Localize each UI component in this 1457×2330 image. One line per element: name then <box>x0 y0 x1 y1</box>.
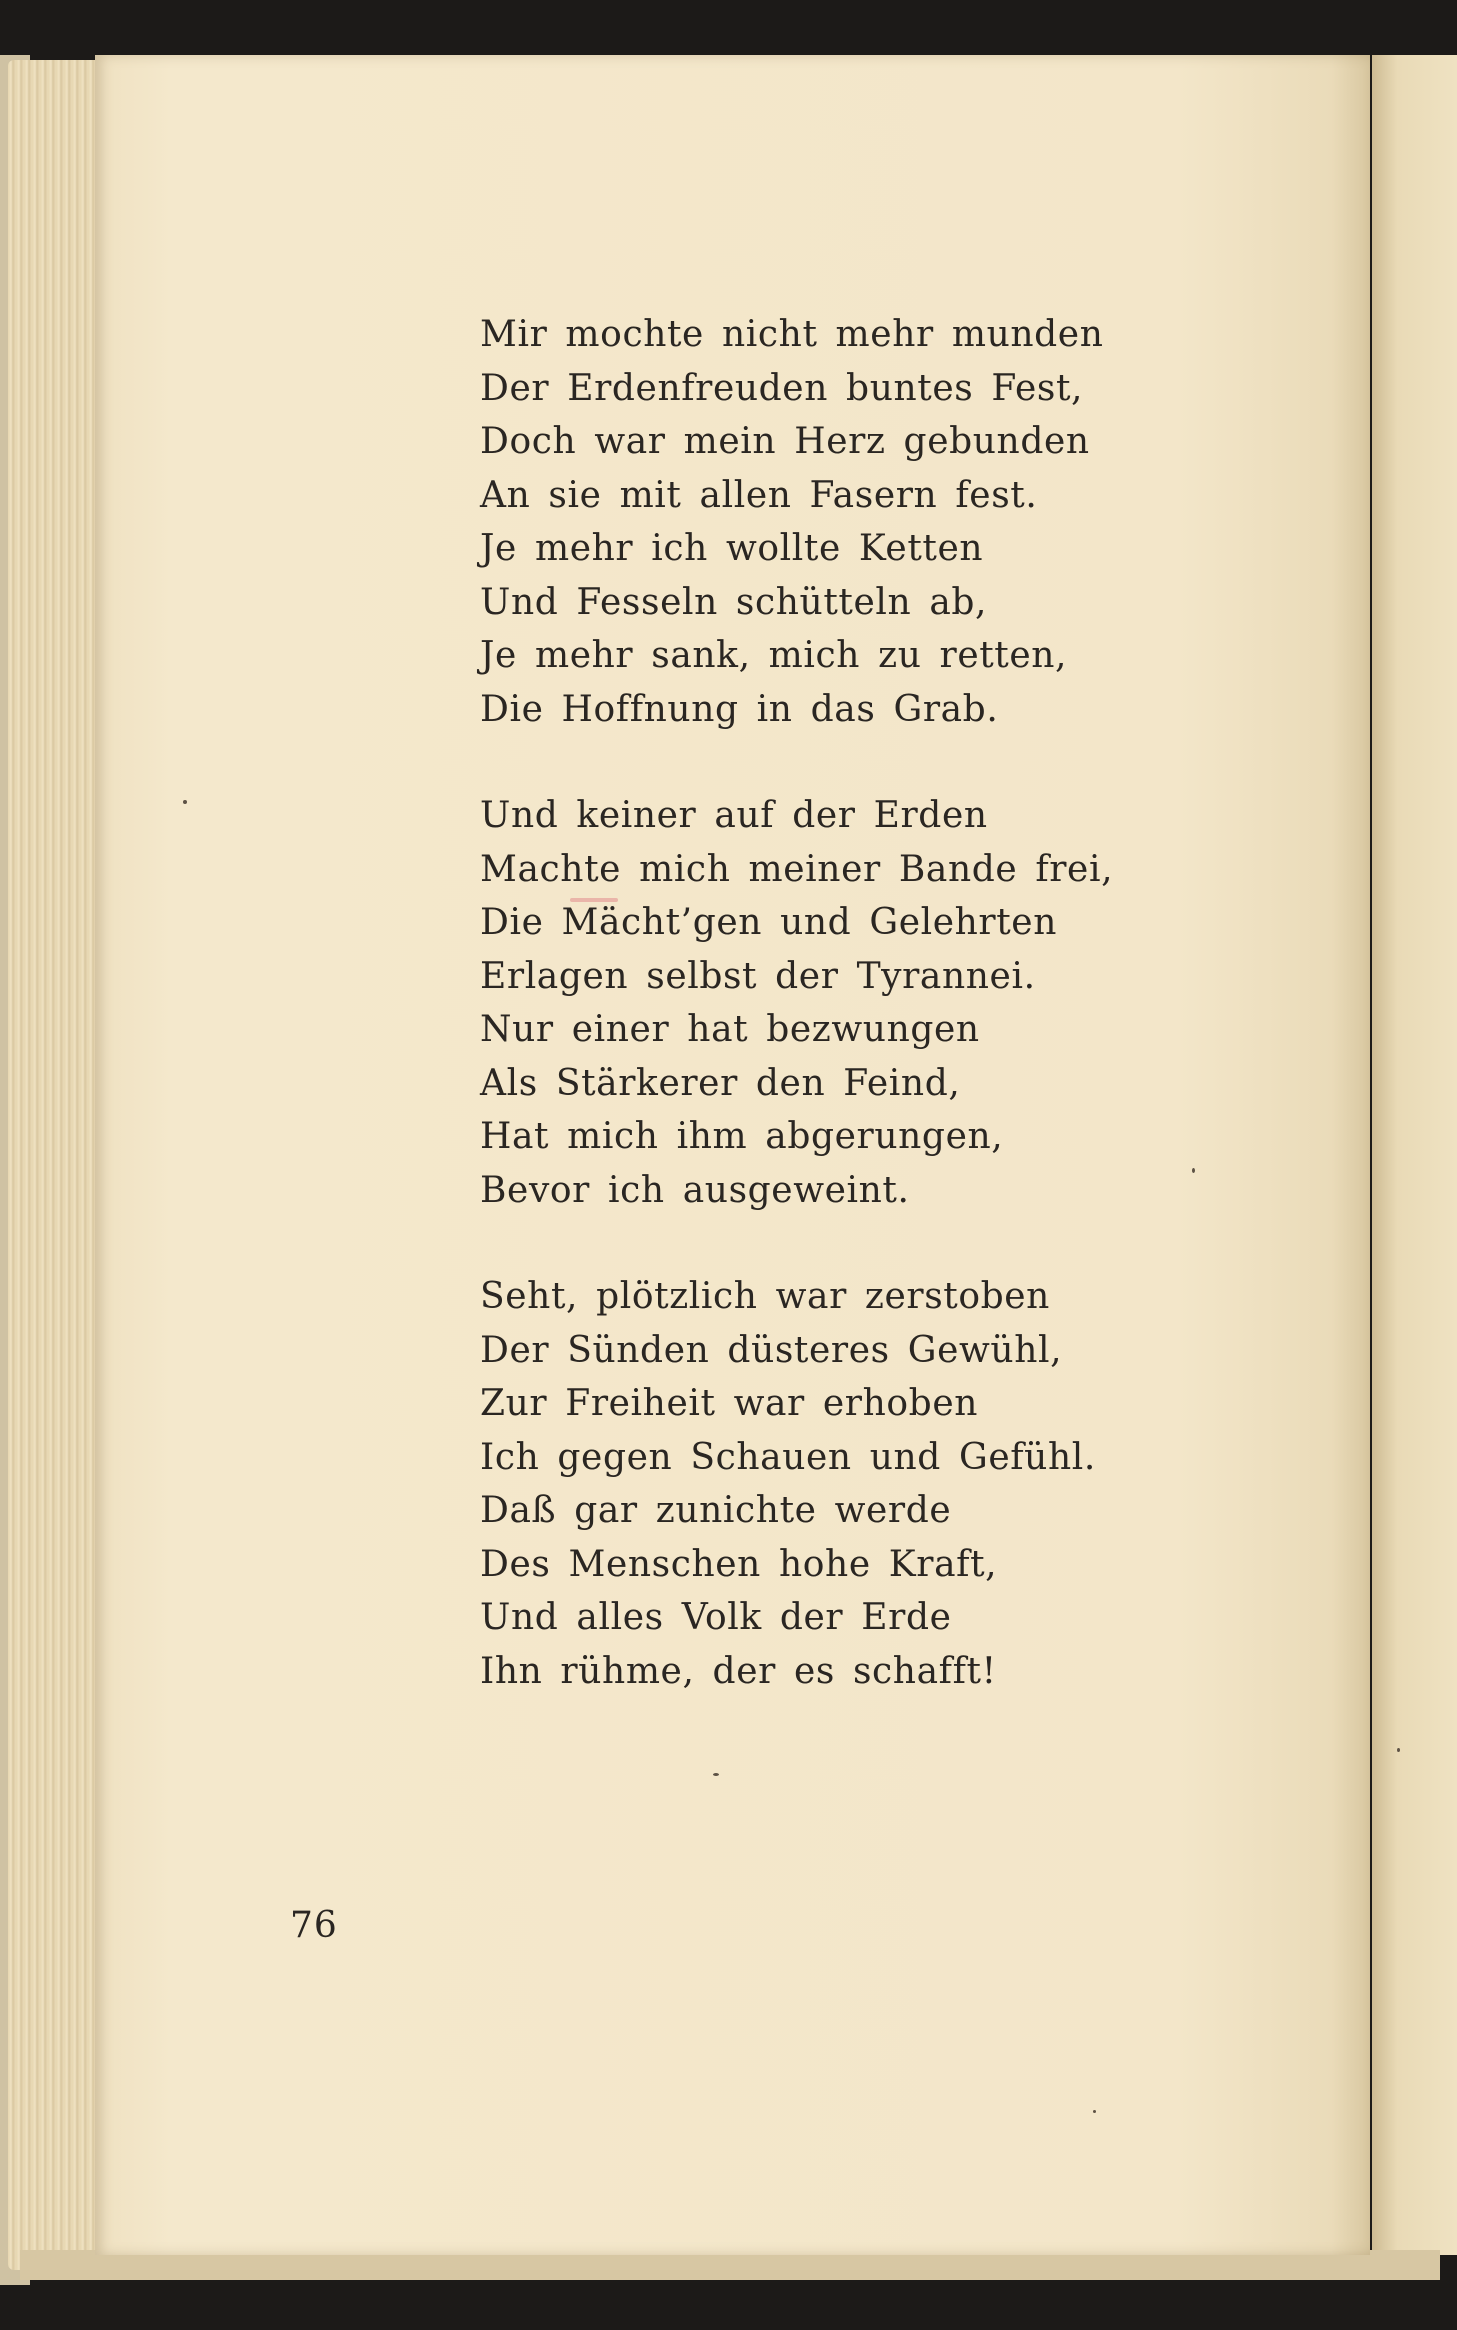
poem-line: Und Fesseln schütteln ab, <box>480 581 988 623</box>
page-block-edges <box>8 60 108 2270</box>
page-number: 76 <box>290 1905 338 1946</box>
poem-line: Ihn rühme, der es schafft! <box>480 1650 997 1692</box>
poem-line: Ich gegen Schauen und Gefühl. <box>480 1436 1096 1478</box>
poem-line: Die Mächt’gen und Gelehrten <box>480 902 1057 943</box>
poem-line: Der Erdenfreuden buntes Fest, <box>480 367 1084 409</box>
paper-speck <box>1093 2110 1096 2113</box>
stanza <box>480 308 1300 736</box>
poem-line: Je mehr ich wollte Ketten <box>480 528 984 569</box>
facing-page <box>1372 55 1457 2255</box>
poem-line: Daß gar zunichte werde <box>480 1490 952 1531</box>
poem-line: Hat mich ihm abgerungen, <box>480 1116 1004 1157</box>
poem-line: Des Menschen hohe Kraft, <box>480 1543 998 1585</box>
poem-line: Und alles Volk der Erde <box>480 1597 952 1638</box>
poem-line: Erlagen selbst der Tyrannei. <box>480 955 1036 997</box>
poem-line: Je mehr sank, mich zu retten, <box>480 635 1068 676</box>
poem-line: An sie mit allen Fasern fest. <box>480 474 1038 516</box>
pencil-underline-mark <box>570 898 618 902</box>
poem-line: Nur einer hat bezwungen <box>480 1009 980 1050</box>
paper-speck <box>1192 1168 1195 1173</box>
paper-speck <box>183 800 187 804</box>
paper-speck <box>713 1773 719 1776</box>
poem-line: Doch war mein Herz gebunden <box>480 421 1090 462</box>
poem-line: Zur Freiheit war erhoben <box>480 1383 979 1424</box>
paper-speck <box>1397 1748 1400 1752</box>
poem-line: Der Sünden düsteres Gewühl, <box>480 1329 1063 1371</box>
poem-line: Machte mich meiner Bande frei, <box>480 848 1114 890</box>
poem-line: Bevor ich ausgeweint. <box>480 1169 910 1211</box>
stanza <box>480 789 1300 1217</box>
poem <box>480 308 1300 1751</box>
stanza <box>480 1270 1300 1698</box>
poem-line: Und keiner auf der Erden <box>480 795 988 836</box>
poem-line: Seht, plötzlich war zerstoben <box>480 1276 1050 1317</box>
poem-line: Als Stärkerer den Feind, <box>480 1062 961 1104</box>
poem-line: Die Hoffnung in das Grab. <box>480 688 999 730</box>
poem-line: Mir mochte nicht mehr munden <box>480 314 1104 355</box>
